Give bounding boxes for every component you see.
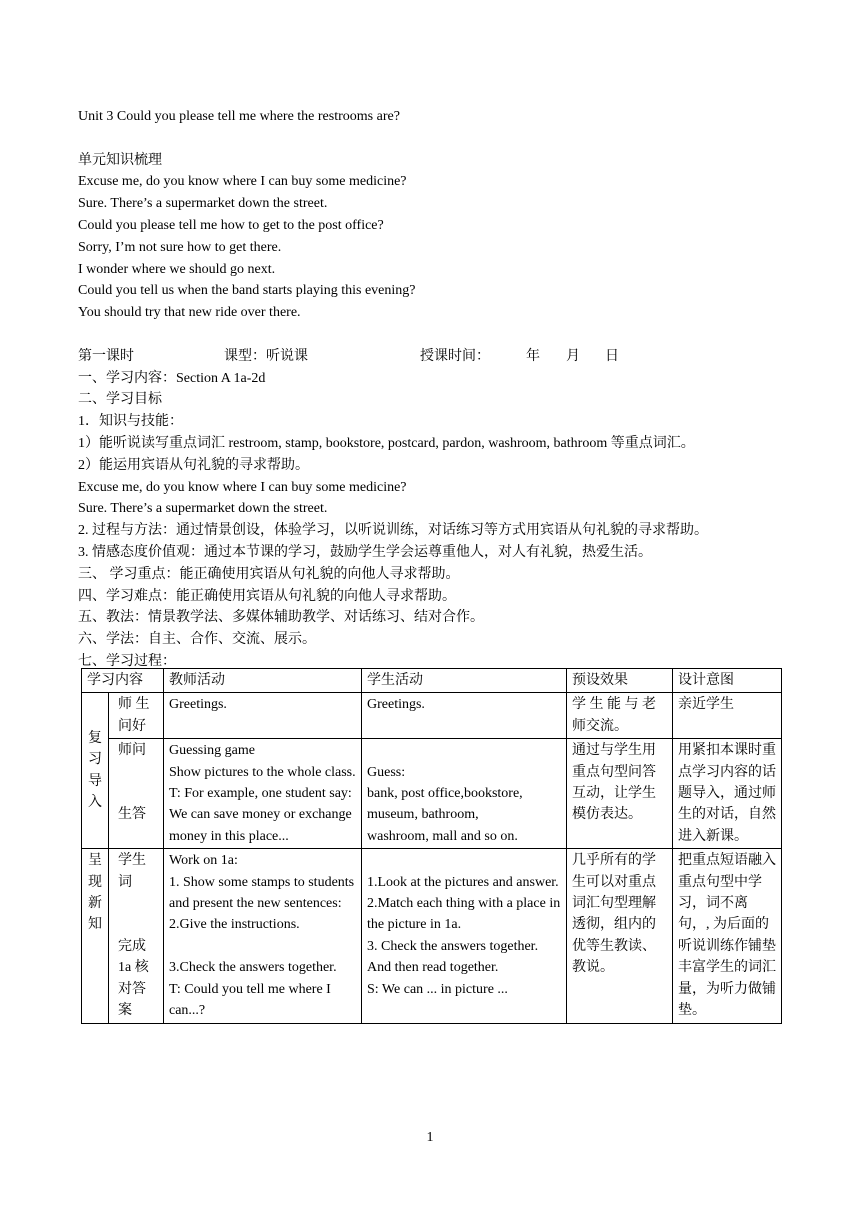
section-line: 五、教法：情景教学法、多媒体辅助教学、对话练习、结对合作。 [78,610,484,626]
section-line: 一、学习内容：Section A 1a-2d [78,370,266,386]
summary-line: You should try that new ride over there. [78,305,301,321]
teacher-cell: Work on 1a: 1. Show some stamps to students and present the new sentences: 2.Give the instructions. 3.Check the answers together. T: Could you tell me where I can...? [164,849,362,1023]
teacher-cell: Guessing game Show pictures to the whole class. T: For example, one student say: We can save money or exchange money in this place... [164,739,362,849]
lesson-day: 日 [605,348,619,364]
summary-heading: 单元知识梳理 [78,152,162,168]
section-line: Excuse me, do you know where I can buy some medicine? [78,479,407,495]
intent-cell: 用紧扣本课时重点学习内容的话题导入，通过师生的对话，自然进入新课。 [673,739,782,849]
section-line: 六、学法：自主、合作、交流、展示。 [78,632,316,648]
lesson-year: 年 [526,348,540,364]
effect-cell: 学 生 能 与 老 师交流。 [567,693,673,739]
section-line: Sure. There’s a supermarket down the street. [78,501,328,517]
spacer [78,324,782,346]
effect-cell: 通过与学生用重点句型问答互动，让学生模仿表达。 [567,739,673,849]
category-present: 呈 现 新 知 [82,849,109,1023]
section-line: 三、 学习重点：能正确使用宾语从句礼貌的向他人寻求帮助。 [78,566,460,582]
step-cell: 学生词 完成 1a 核对答案 [109,849,164,1023]
section-line: 2）能运用宾语从句礼貌的寻求帮助。 [78,457,309,473]
table-row [82,693,782,739]
header-intent: 设计意图 [673,669,782,693]
student-cell: Greetings. [362,693,567,739]
unit-title: Unit 3 Could you please tell me where the restrooms are? [78,109,400,124]
lesson-process-table [81,668,782,1024]
summary-line: Sure. There’s a supermarket down the street. [78,196,328,212]
step-cell: 师问 生答 [109,739,164,849]
lesson-period: 第一课时 [78,348,134,364]
summary-line: Excuse me, do you know where I can buy some medicine? [78,174,407,190]
document-body [78,106,782,673]
lesson-month: 月 [566,348,580,364]
student-cell: 1.Look at the pictures and answer. 2.Match each thing with a place in the picture in 1a. 3. Check the answers together. And then read together. S: We can ... in picture ... [362,849,567,1023]
section-line: 二、学习目标 [78,392,162,408]
section-line: 1）能听说读写重点词汇 restroom, stamp, bookstore, postcard, pardon, washroom, bathroom 等重点词汇。 [78,435,695,451]
header-student: 学生活动 [362,669,567,693]
section-line: 2. 过程与方法：通过情景创设，体验学习，以听说训练，对话练习等方式用宾语从句礼貌的寻求帮助。 [78,523,708,539]
page-number: 1 [426,1130,434,1145]
effect-cell: 几乎所有的学生可以对重点词汇句型理解透彻，组内的优等生教读、教说。 [567,849,673,1023]
summary-line: Sorry, I’m not sure how to get there. [78,239,282,255]
student-cell: Guess: bank, post office,bookstore, museum, bathroom, washroom, mall and so on. [362,739,567,849]
summary-line: Could you please tell me how to get to the post office? [78,217,384,233]
intent-cell: 亲近学生 [673,693,782,739]
section-line: 1．知识与技能： [78,414,183,430]
section-line: 3. 情感态度价值观：通过本节课的学习，鼓励学生学会运尊重他人，对人有礼貌，热爱生活。 [78,544,652,560]
header-effect: 预设效果 [567,669,673,693]
intent-cell: 把重点短语融入重点句型中学习，词不离句，, 为后面的听说训练作铺垫丰富学生的词汇量，为听力做铺垫。 [673,849,782,1023]
table-row [82,739,782,849]
spacer [78,128,782,150]
step-cell: 师 生 问好 [109,693,164,739]
table-row [82,849,782,1023]
header-teacher: 教师活动 [164,669,362,693]
table-header-row [82,669,782,693]
summary-line: I wonder where we should go next. [78,261,276,277]
lesson-time-label: 授课时间： [420,348,490,364]
header-content: 学习内容 [82,669,164,693]
section-line: 七、学习过程： [78,653,176,669]
summary-line: Could you tell us when the band starts playing this evening? [78,283,416,299]
section-line: 四、学习难点：能正确使用宾语从句礼貌的向他人寻求帮助。 [78,588,456,604]
lesson-header [78,346,782,368]
category-review: 复 习 导 入 [82,693,109,849]
teacher-cell: Greetings. [164,693,362,739]
lesson-type: 课型：听说课 [224,348,308,364]
